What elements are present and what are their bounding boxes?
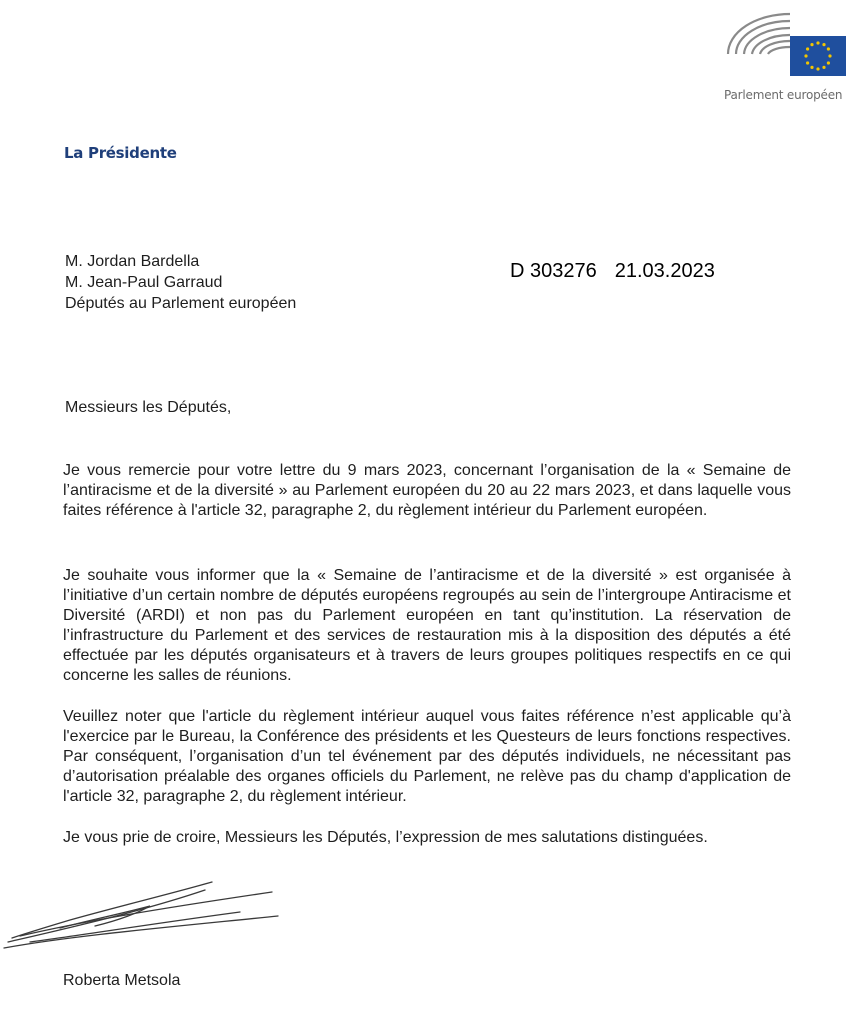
reference-stamp bbox=[510, 260, 715, 283]
handwritten-signature bbox=[0, 876, 300, 956]
recipient-line: Députés au Parlement européen bbox=[65, 295, 297, 312]
reference-date: 21.03.2023 bbox=[614, 260, 715, 282]
recipient-line: M. Jordan Bardella bbox=[65, 253, 200, 270]
body-paragraph: Veuillez noter que l'article du règlement intérieur auquel vous faites référence n’est applicable qu’à l'exercice par le Bureau, la Conférence des présidents et les Questeurs de leurs fonctions respectives. Par conséquent, l’organisation d’un tel événement par des députés individuels, ne nécessitant pas d’autorisation préalable des organes officiels du Parlement, ne relève pas du champ d'application de l'article 32, paragraphe 2, du règlement intérieur. bbox=[63, 708, 791, 805]
hemicycle-flag-icon bbox=[722, 8, 848, 84]
salutation: Messieurs les Députés, bbox=[65, 399, 232, 416]
sender-title: La Présidente bbox=[64, 144, 177, 162]
recipient-line: M. Jean-Paul Garraud bbox=[65, 274, 223, 291]
closing-formula: Je vous prie de croire, Messieurs les Députés, l’expression de mes salutations distinguées. bbox=[63, 829, 708, 846]
signer-name: Roberta Metsola bbox=[63, 972, 181, 989]
body-paragraph: Je souhaite vous informer que la « Semaine de l’antiracisme et de la diversité » est organisée à l’initiative d’un certain nombre de députés européens regroupés au sein de l’intergroupe Antiracisme et Diversité (ARDI) et non pas du Parlement européen en tant qu’institution. La réservation de l’infrastructure du Parlement et des services de restauration mis à la disposition des députés a été effectuée par les députés organisateurs et à travers de leurs groupes politiques respectifs en ce qui concerne les salles de réunions. bbox=[63, 567, 791, 684]
body-paragraph: Je vous remercie pour votre lettre du 9 mars 2023, concernant l’organisation de la « Semaine de l’antiracisme et de la diversité » au Parlement européen du 20 au 22 mars 2023, et dans laquelle vous faites référence à l'article 32, paragraphe 2, du règlement intérieur du Parlement européen. bbox=[63, 462, 791, 519]
logo-text: Parlement européen bbox=[724, 88, 843, 102]
parliament-logo bbox=[722, 8, 848, 102]
reference-number: D 303276 bbox=[510, 260, 597, 282]
recipient-block bbox=[65, 251, 296, 314]
